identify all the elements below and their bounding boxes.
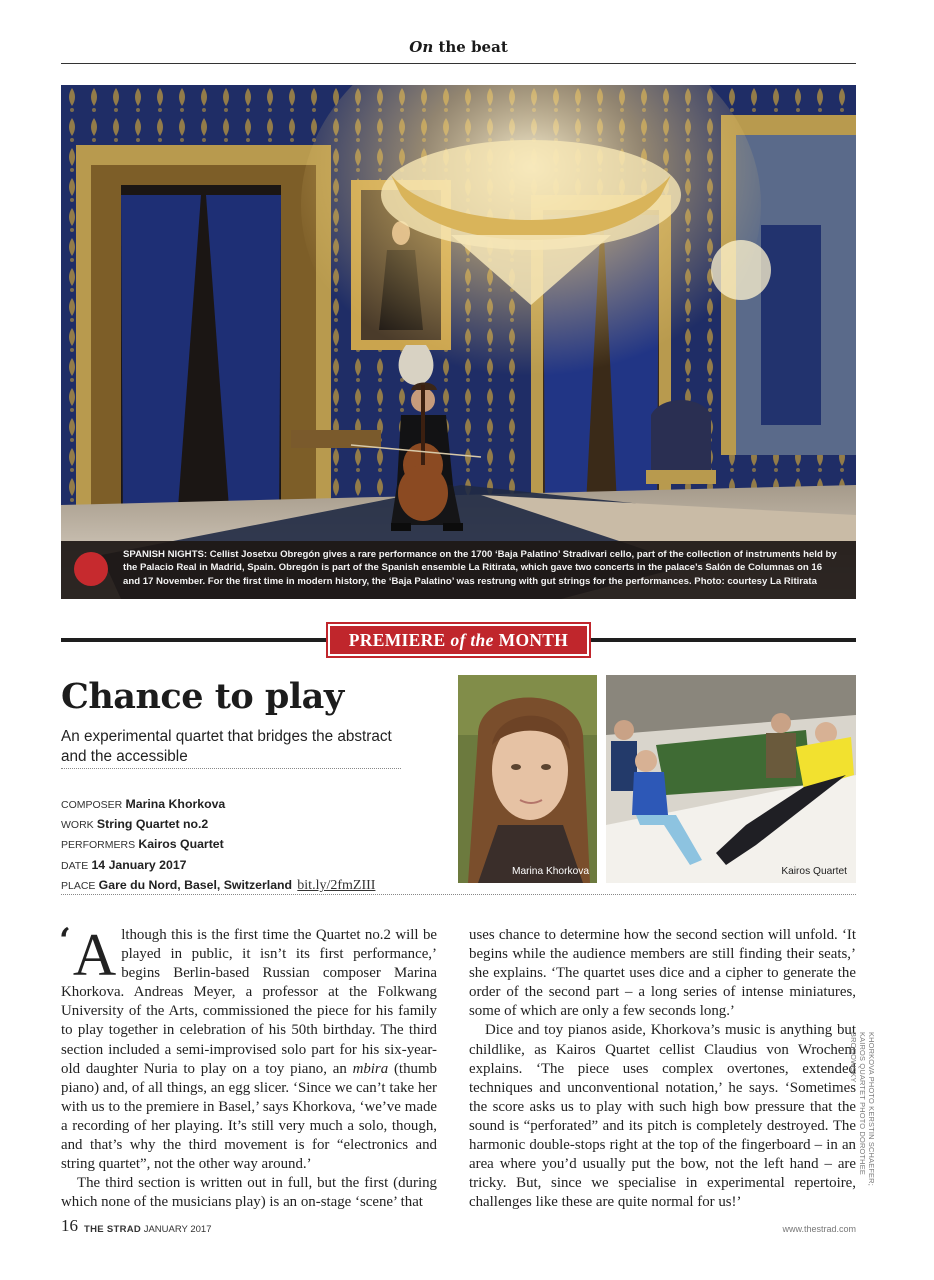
body-p1-em: mbira: [352, 1060, 389, 1077]
banner-rule-left: [61, 638, 326, 642]
body-paragraph-2: The third section is written out in full, but the first (during which none of the musicians play) is an on-stage ‘scene’ that: [61, 1175, 437, 1211]
quartet-photo: [606, 675, 856, 883]
footer-url[interactable]: www.thestrad.com: [782, 1224, 856, 1234]
footer-magazine-name: THE STRAD: [84, 1224, 142, 1235]
photo-caption-band: [61, 541, 856, 599]
caption-dot-icon: [74, 552, 108, 586]
fact-key: WORK: [61, 819, 94, 832]
standfirst-divider: [61, 768, 401, 769]
page-number: 16: [61, 1216, 78, 1235]
event-link[interactable]: bit.ly/2fmZIII: [297, 877, 376, 893]
fact-value: String Quartet no.2: [96, 817, 209, 832]
banner-rule-right: [591, 638, 856, 642]
section-banner: [328, 624, 589, 656]
fact-value: 14 January 2017: [91, 857, 187, 872]
banner-part1: PREMIERE: [348, 629, 446, 650]
fact-value: Gare du Nord, Basel, Switzerland: [98, 877, 293, 892]
article-standfirst: An experimental quartet that bridges the abstract and the accessible: [61, 728, 392, 765]
body-p1-b: (thumb piano) and, of all things, an egg slicer. ‘Since we can’t take her with us to the premiere in Basel,’ says Khorkova, ‘we’ve made a recording of her playing. It’s still very much a solo, though, and that’s why the third movement is for “electronics and string quartet”, not the other way around.’: [61, 1060, 437, 1173]
quartet-illustration: [606, 675, 856, 883]
fact-key: DATE: [61, 859, 89, 872]
facts-divider: [61, 894, 856, 895]
fact-value: Marina Khorkova: [125, 797, 226, 811]
body-paragraph-4: Dice and toy pianos aside, Khorkova’s music is anything but childlike, as Kairos Quartet cellist Claudius von Wrochem explains. ‘The piece uses complex overtones, extended techniques and unconventional notation,’ he says. ‘Sometimes the score asks us to play with such high bow pressure that the sound is “perforated” and its pitch is completely destroyed. The harmonic double-stops right at the top of the fingerboard – in an area where you’d usually put the bow, not the left hand – are tricky. But, since we specialise in experimental repertoire, challenges like these are quite normal for us!’: [469, 1022, 856, 1211]
body-paragraph-3: uses chance to determine how the second section will unfold. ‘It begins while the audience members are still finding their seats,’ she explains. ‘The quartet uses dice and a cipher to generate the order of the second part – a long series of intense miniatures, some of which are only a few seconds long.’: [469, 927, 856, 1020]
running-header-em: On: [409, 38, 434, 56]
banner-part2: of the: [450, 629, 494, 650]
composer-photo-caption: Marina Khorkova: [511, 866, 589, 877]
running-header-rest: the beat: [438, 38, 508, 56]
hero-photo: [61, 85, 856, 599]
fact-key: COMPOSER: [61, 799, 123, 811]
body-paragraph-1: [59, 921, 437, 1174]
fact-value: Kairos Quartet: [138, 837, 224, 852]
body-column-left: [59, 921, 437, 1212]
body-column-right: [469, 926, 856, 1212]
fact-composer: [61, 795, 375, 815]
article-headline: Chance to play: [61, 676, 344, 717]
banner-part3: MONTH: [498, 629, 569, 650]
palace-room-illustration: [61, 85, 856, 599]
footer-issue: JANUARY 2017: [143, 1224, 212, 1235]
composer-portrait-illustration: [458, 675, 597, 883]
photo-caption: SPANISH NIGHTS: Cellist Josetxu Obregón gives a rare performance on the 1700 ‘Baja Palatino’ Stradivari cello, part of the collection of instruments held by the Palacio Real in Madrid, Spain. Obregón is part of the Spanish ensemble La Ritirata, which gave two concerts in the palace’s Salón de Columnas on 16 and 17 November. For the first time in modern history, the ‘Baja Palatino’ was restrung with gut strings for the performances. Photo: courtesy La Ritirata: [123, 549, 837, 587]
fact-date: [61, 856, 375, 876]
fact-box: [61, 795, 375, 896]
photo-credit: KHORKOVA PHOTO KERSTIN SCHAEFER; KAIROS QUARTET PHOTO DOROTHEE BRODOWSKY: [849, 1032, 876, 1186]
running-header: [61, 38, 856, 56]
header-rule: [61, 63, 856, 64]
drop-cap: A: [72, 922, 117, 988]
fact-place: [61, 876, 375, 896]
fact-work: [61, 815, 375, 835]
quartet-photo-caption: Kairos Quartet: [781, 866, 847, 877]
composer-photo: [458, 675, 597, 883]
drop-quote: ‘: [59, 921, 71, 961]
fact-key: PERFORMERS: [61, 839, 136, 852]
fact-performers: [61, 835, 375, 855]
fact-key: PLACE: [61, 879, 96, 892]
body-p1-a: lthough this is the first time the Quartet no.2 will be played in public, it isn’t its first performance,’ begins Berlin-based Russian composer Marina Khorkova. Andreas Meyer, a professor at the Folkwang University of the Arts, commissioned the piece for his family to play together in celebration of his 50th birthday. The third section included a semi-improvised solo part for his six-year-old daughter Nuria to play on a toy piano, an: [61, 927, 437, 1077]
footer-magazine: [84, 1224, 211, 1235]
